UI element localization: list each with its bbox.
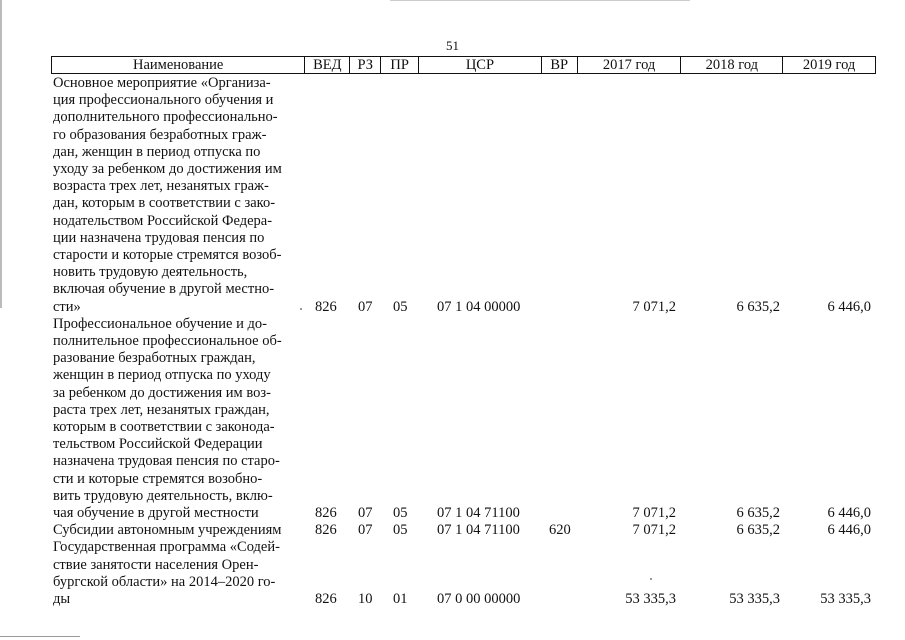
cell-2018: 6 635,2 [736,505,780,522]
cell-ved: 826 [315,298,337,315]
header-csr: ЦСР [419,57,542,73]
cell-2019: 6 446,0 [827,522,871,539]
row-name: Субсидии автономным учреждениям [53,522,282,539]
table-row [53,539,875,608]
cell-2017: 53 335,3 [625,591,676,608]
header-rz: РЗ [350,57,381,73]
cell-pr: 01 [393,591,408,608]
table-header [51,56,876,74]
cell-csr: 07 1 04 00000 [437,298,521,315]
cell-vr: 620 [549,522,571,539]
cell-pr: 05 [393,522,408,539]
cell-2018: 6 635,2 [736,298,780,315]
cell-csr: 07 1 04 71100 [437,505,520,522]
scan-edge-top [390,0,690,1]
cell-ved: 826 [315,505,337,522]
page-number: 51 [446,38,459,53]
cell-rz: 07 [358,505,373,522]
header-ved: ВЕД [305,57,350,73]
cell-2019: 6 446,0 [827,298,871,315]
table-row [53,522,875,539]
row-name: Государственная программа «Содей- ствие занятости населения Орен- бургской области» на 2014–2020 го- ды [53,539,280,608]
row-values [53,299,875,316]
header-vr: ВР [542,57,578,73]
header-pr: ПР [381,57,419,73]
header-2019: 2019 год [802,57,856,73]
table-row [53,75,875,316]
row-name: Основное мероприятие «Организа- ция профессионального обучения и дополнительного профессионально- го образования безработных граж- дан, женщин в период отпуска по уходу за ребенком до достижения им возраста трех лет, незанятых граж- дан, которым в соответствии с зако- нодательством Российской Федера- ции назначена трудовая пенсия по старости и которые стремятся возоб- новить трудовую деятельность, включая обучение в другой местно- сти» [53,75,282,315]
cell-ved: 826 [315,591,337,608]
table-row [53,316,875,522]
cell-2017: 7 071,2 [632,298,676,315]
cell-rz: 10 [358,591,373,608]
cell-csr: 07 1 04 71100 [437,522,520,539]
table-body [53,75,875,608]
row-values [53,591,875,608]
cell-ved: 826 [315,522,337,539]
row-name: Профессиональное обучение и до- полнительное профессиональное об- разование безработных граждан, женщин в период отпуска по уходу за ребенком до достижения им воз- раста трех лет, незанятых граждан, которым в соответствии с законода- тельством Российской Федерации назначена трудовая пенсия по старо- сти и которые стремятся возобно- вить трудовую деятельность, вклю- чая обучение в другой местности [53,315,282,522]
header-2017: 2017 год [578,57,682,73]
scan-edge-bottom [0,636,80,637]
cell-rz: 07 [358,298,373,315]
cell-2018: 53 335,3 [729,591,780,608]
cell-rz: 07 [358,522,373,539]
row-values [53,505,875,522]
cell-2019: 6 446,0 [827,505,871,522]
row-values [53,522,875,539]
cell-csr: 07 0 00 00000 [437,591,521,608]
cell-2017: 7 071,2 [632,522,676,539]
header-2018: 2018 год [681,57,783,73]
cell-2018: 6 635,2 [736,522,780,539]
cell-2019: 53 335,3 [820,591,871,608]
cell-pr: 05 [393,298,408,315]
header-name: Наименование [52,57,305,73]
cell-2017: 7 071,2 [632,505,676,522]
cell-pr: 05 [393,505,408,522]
